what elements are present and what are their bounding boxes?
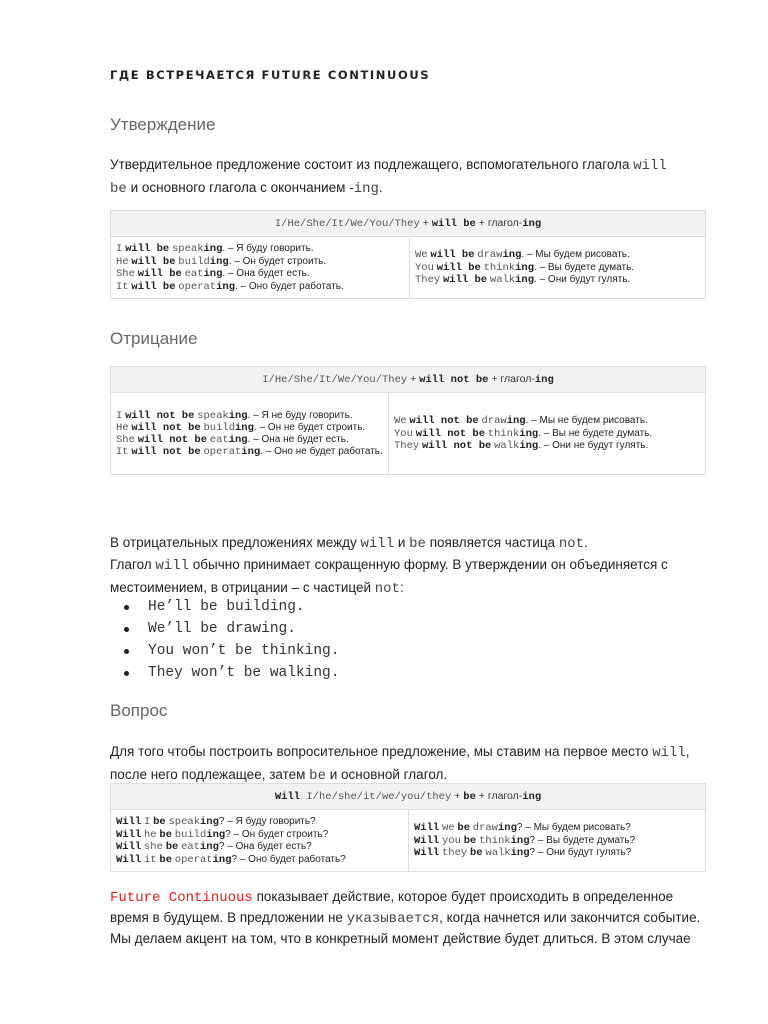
example-line: Will he be building? – Он будет строить? [116,828,329,841]
list-item: He’ll be building. [148,596,339,618]
example-line: We will not be drawing. – Мы не будем рисовать. [394,415,648,428]
list-item: You won’t be thinking. [148,640,339,662]
example-line: I will not be speaking. – Я не буду говорить. [116,409,353,422]
affirmative-intro: Утвердительное предложение состоит из подлежащего, вспомогательного глагола will be и основного глагола с окончанием -ing. [110,157,667,197]
example-line: She will not be eating. – Она не будет есть. [116,433,349,446]
negative-note-particle: В отрицательных предложениях между will и be появляется частица not. [110,535,588,552]
example-line: You will be thinking. – Вы будете думать. [415,261,635,274]
question-right-cell [409,810,706,872]
question-table-header: Will I/he/she/it/we/you/they + be + глагол-ing [111,784,706,810]
example-line: It will be operating. – Оно будет работать. [116,280,344,293]
affirmative-table-header: I/He/She/It/We/You/They + will be + глагол-ing [111,211,706,237]
affirmative-left-cell [111,237,410,299]
affirmative-right-cell [410,237,706,299]
negative-table-header: I/He/She/It/We/You/They + will not be + глагол-ing [111,367,706,393]
negative-note-contraction: Глагол will обычно принимает сокращенную форму. В утверждении он объединяется с местоимением, в отрицании – с частицей not: [110,557,668,597]
heading-negative: Отрицание [110,329,198,348]
question-intro: Для того чтобы построить вопросительное предложение, мы ставим на первое место will, после него подлежащее, затем be и основной глагол. [110,744,690,784]
example-line: He will be building. – Он будет строить. [116,255,327,268]
term-highlight: Future Continuous [110,890,253,906]
list-item: We’ll be drawing. [148,618,339,640]
example-line: Will they be walking? – Они будут гулять? [414,847,632,860]
usage-paragraph: Future Continuous показывает действие, которое будет происходить в определенное время в будущем. В предложении не указывается, когда начнется или закончится событие. Мы делаем акцент на том, что в конкретный момент действие будет длиться. В этом случае [110,889,701,946]
contraction-examples-list [110,596,339,684]
example-line: Will it be operating? – Оно будет работать? [116,853,346,866]
example-line: Will I be speaking? – Я буду говорить? [116,816,316,828]
negative-right-cell [389,393,706,475]
example-line: Will you be thinking? – Вы будете думать? [414,834,636,847]
example-line: They will be walking. – Они будут гулять. [415,274,631,287]
example-line: We will be drawing. – Мы будем рисовать. [415,249,630,262]
heading-question: Вопрос [110,701,168,720]
question-table [110,783,706,872]
example-line: I will be speaking. – Я буду говорить. [116,243,314,255]
example-line: You will not be thinking. – Вы не будете думать. [394,427,653,440]
example-line: Will we be drawing? – Мы будем рисовать? [414,822,631,835]
question-left-cell [111,810,409,872]
example-line: They will not be walking. – Они не будут гулять. [394,440,649,453]
example-line: Will she be eating? – Она будет есть? [116,841,312,853]
negative-left-cell [111,393,389,475]
heading-affirmative: Утверждение [110,115,216,134]
page-title: ГДЕ ВСТРЕЧАЕТСЯ FUTURE CONTINUOUS [110,68,431,82]
affirmative-table [110,210,706,299]
negative-table [110,366,706,475]
example-line: He will not be building. – Он не будет строить. [116,421,366,434]
example-line: She will be eating. – Она будет есть. [116,268,310,280]
example-line: It will not be operating. – Оно не будет работать. [116,445,383,458]
list-item: They won’t be walking. [148,662,339,684]
